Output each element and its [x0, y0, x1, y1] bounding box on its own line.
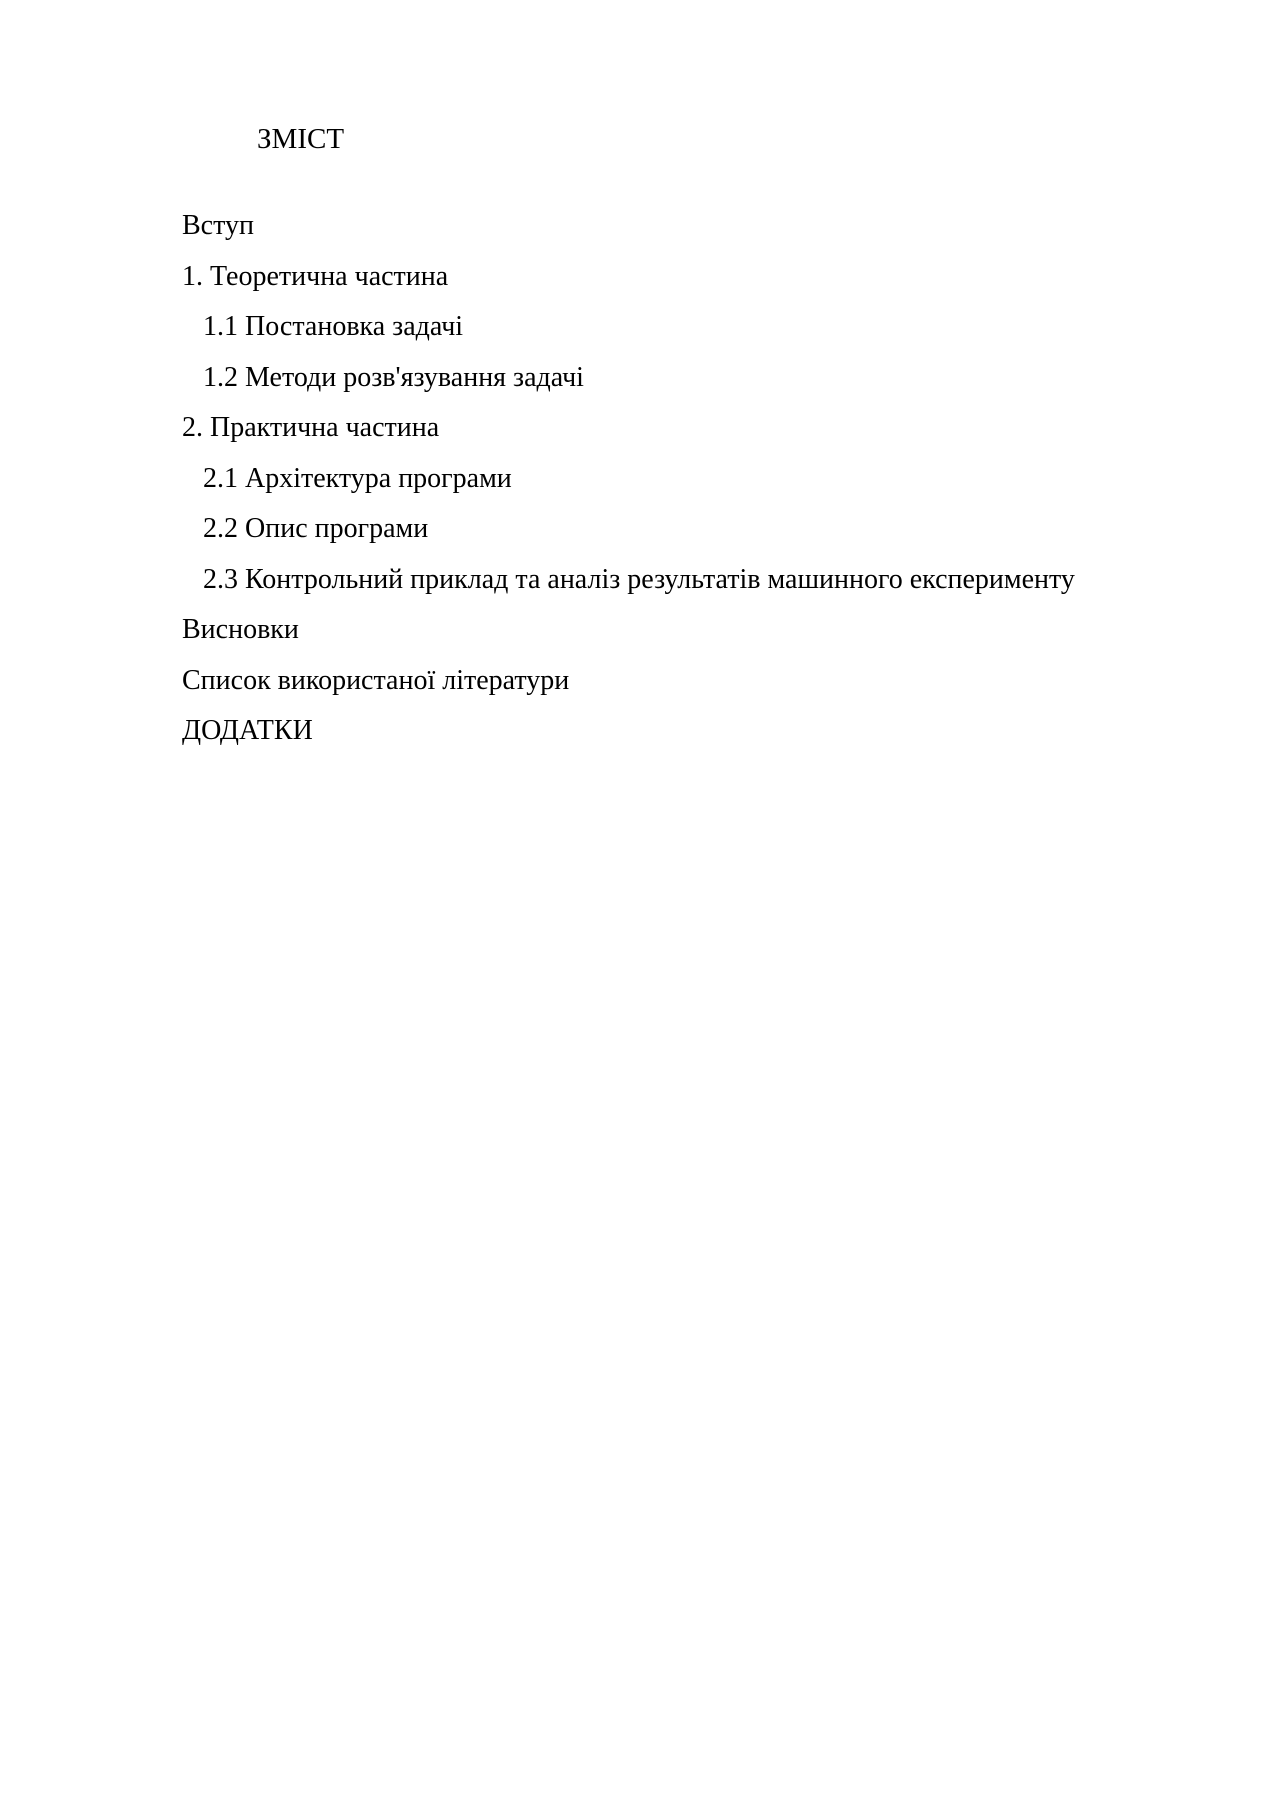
- toc-item-conclusions: Висновки: [182, 614, 299, 645]
- toc-item-control-example: 2.3 Контрольний приклад та аналіз результатів машинного експерименту: [203, 563, 1075, 595]
- toc-item-problem-statement: 1.1 Постановка задачі: [203, 311, 464, 342]
- toc-item-program-architecture: 2.1 Архітектура програми: [203, 462, 512, 494]
- toc-title: ЗМІСТ: [257, 123, 345, 155]
- toc-item-solution-methods: 1.2 Методи розв'язування задачі: [203, 361, 584, 393]
- toc-item-program-description: 2.2 Опис програми: [203, 513, 429, 544]
- toc-item-theoretical-part: 1. Теоретична частина: [182, 260, 449, 292]
- toc-item-intro: Вступ: [182, 210, 254, 241]
- toc-item-references: Список використаної літератури: [182, 664, 570, 696]
- table-of-contents: [182, 205, 1242, 761]
- toc-item-practical-part: 2. Практична частина: [182, 412, 440, 443]
- toc-item-appendices: ДОДАТКИ: [182, 715, 313, 746]
